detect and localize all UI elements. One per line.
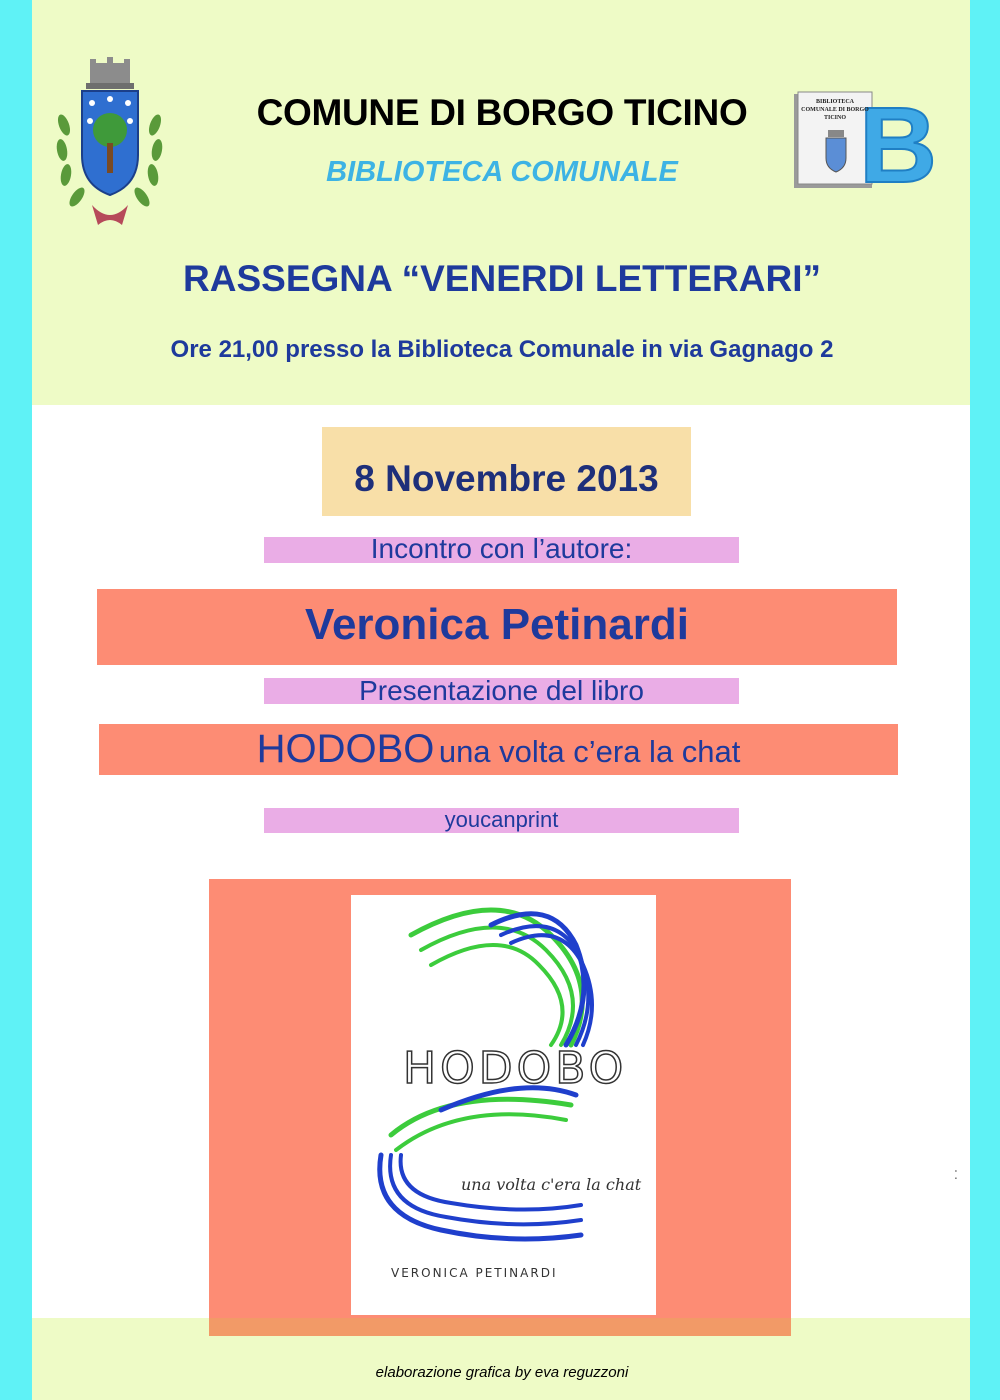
cover-title: HODOBO [403, 1043, 628, 1094]
event-series-title: RASSEGNA “VENERDI LETTERARI” [183, 258, 821, 299]
poster-page [32, 0, 970, 1400]
logo-letter: B [859, 88, 937, 192]
cover-artwork [351, 895, 656, 1315]
event-time-place: Ore 21,00 presso la Biblioteca Comunale in via Gagnago 2 [170, 336, 834, 363]
meet-label: Incontro con l’autore: [370, 533, 633, 564]
presentation-label: Presentazione del libro [359, 675, 644, 706]
book-title: HODOBO [256, 727, 435, 771]
publisher: youcanprint [444, 807, 559, 832]
book-title-line [99, 727, 898, 772]
library-subtitle: BIBLIOTECA COMUNALE [326, 156, 678, 188]
library-logo [790, 88, 950, 192]
cover-subtitle: una volta c'era la chat [461, 1175, 642, 1194]
graphic-credit: elaborazione grafica by eva reguzzoni [375, 1364, 629, 1381]
municipality-title: COMUNE DI BORGO TICINO [256, 92, 748, 133]
event-date: 8 Novembre 2013 [354, 458, 659, 499]
small-dots-mark: ⁚ [954, 1168, 958, 1182]
cover-author: VERONICA PETINARDI [391, 1266, 558, 1280]
book-subtitle: una volta c’era la chat [438, 734, 741, 769]
author-name: Veronica Petinardi [305, 600, 689, 649]
book-cover-image [351, 895, 656, 1315]
cover-frame-bottom [209, 1318, 791, 1336]
municipal-crest-icon [52, 55, 167, 245]
logo-caption: BIBLIOTECA COMUNALE DI BORGO TICINO [801, 99, 869, 121]
